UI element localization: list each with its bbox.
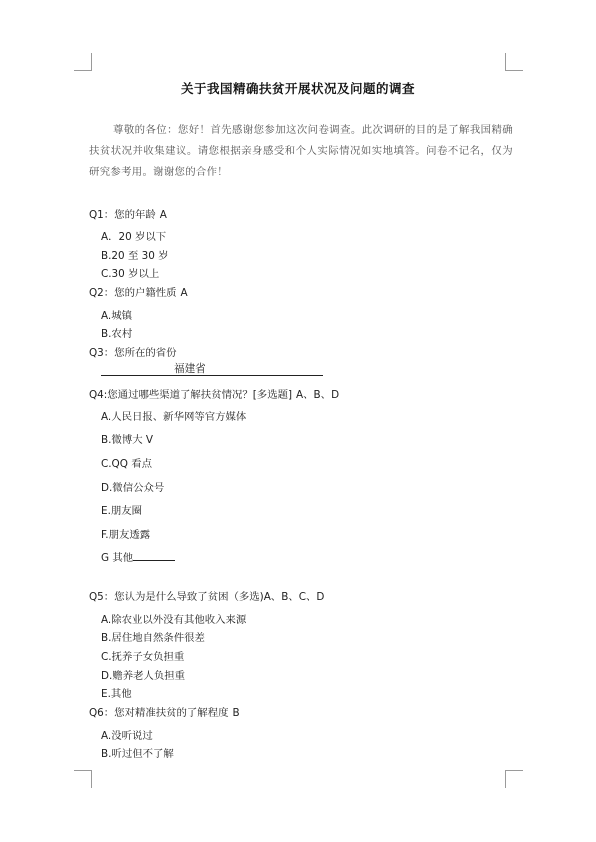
question-3-fill-line [101,375,323,376]
crop-mark-top-left-h [74,70,92,71]
question-1-answer: A [159,209,167,221]
question-2 [89,284,188,299]
q5-option-a: A.除农业以外没有其他收入来源 [101,614,247,626]
crop-mark-bottom-left-h [74,770,92,771]
q2-option-b: B.农村 [101,328,133,340]
q6-option-a: A.没听说过 [101,730,153,742]
q5-option-e: E.其他 [101,688,132,700]
question-5-label: Q5：您认为是什么导致了贫困（多选) [89,591,264,603]
question-3-label: Q3：您所在的省份 [89,347,177,359]
q4-option-c: C.QQ 看点 [101,458,152,470]
crop-mark-top-right-h [505,70,523,71]
q4-option-e: E.朋友圈 [101,505,143,517]
crop-mark-bottom-left-v [91,770,92,788]
q4-option-d: D.微信公众号 [101,482,165,494]
q4-option-b: B.微博大 V [101,434,154,446]
question-4-label: Q4:您通过哪些渠道了解扶贫情况？[多选题] [89,389,293,401]
question-6-answer: B [232,707,240,719]
question-1-label: Q1：您的年龄 [89,209,156,221]
question-6-label: Q6：您对精准扶贫的了解程度 [89,707,229,719]
q1-option-b: B.20 至 30 岁 [101,250,169,262]
q5-option-d: D.赡养老人负担重 [101,670,186,682]
question-3 [89,344,177,359]
crop-mark-bottom-right-h [505,770,523,771]
question-1 [89,206,167,221]
crop-mark-top-left-v [91,53,92,71]
q4-option-g-label: G 其他 [101,552,134,564]
q5-option-b: B.居住地自然条件很差 [101,632,205,644]
question-3-answer: 福建省 [174,363,206,375]
intro-paragraph: 尊敬的各位：您好！首先感谢您参加这次问卷调查。此次调研的目的是了解我国精确扶贫状况并收集建议。请您根据亲身感受和个人实际情况如实地填答。问卷不记名，仅为研究参考用。谢谢您的合作！ [89,124,513,178]
q4-option-f: F.朋友透露 [101,529,151,541]
crop-mark-top-right-v [505,53,506,71]
question-5 [89,588,324,603]
q4-option-g-blank [133,550,175,561]
question-4 [89,386,339,401]
q6-option-b: B.听过但不了解 [101,748,174,760]
q1-option-a: A．20 岁以下 [101,231,167,243]
question-2-label: Q2：您的户籍性质 [89,287,177,299]
question-5-answer: A、B、C、D [263,591,325,603]
question-2-answer: A [180,287,188,299]
question-4-answer: A、B、D [296,389,340,401]
document-title: 关于我国精确扶贫开展状况及问题的调查 [180,81,415,96]
q4-option-g [101,549,175,564]
crop-mark-bottom-right-v [505,770,506,788]
q5-option-c: C.抚养子女负担重 [101,651,185,663]
q1-option-c: C.30 岁以上 [101,268,160,280]
q4-option-a: A.人民日报、新华网等官方媒体 [101,411,247,423]
question-6 [89,704,240,719]
q2-option-a: A.城镇 [101,310,133,322]
